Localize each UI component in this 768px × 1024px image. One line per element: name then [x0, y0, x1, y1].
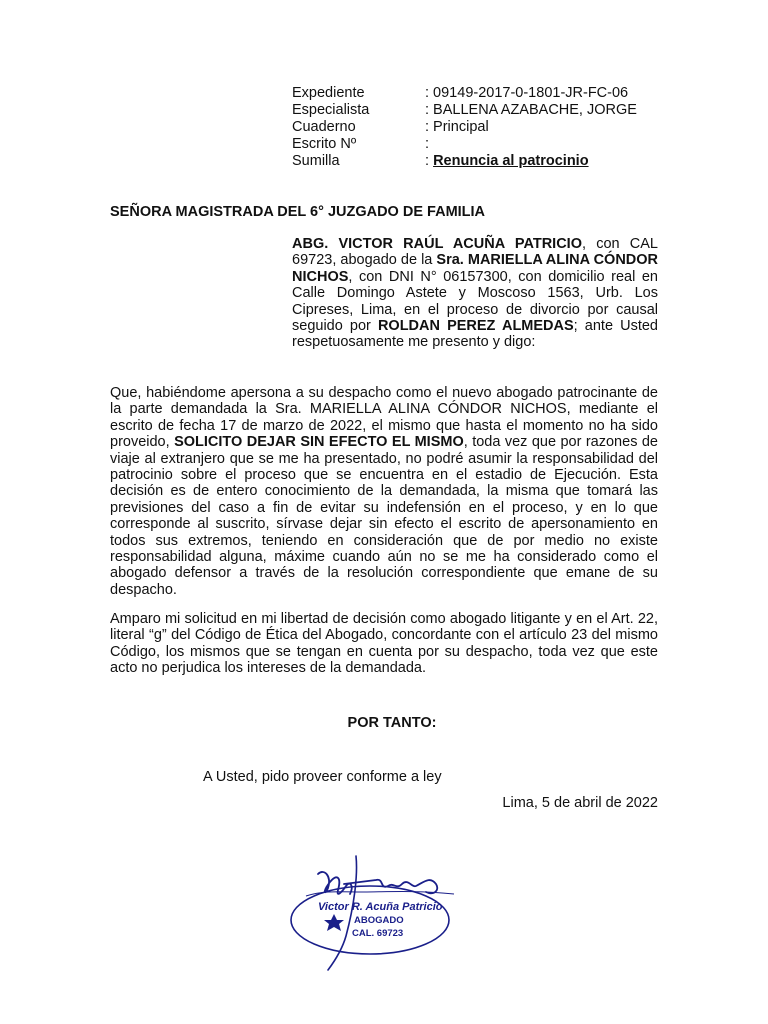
stamp-title: ABOGADO	[354, 915, 404, 926]
signature-scribble	[318, 872, 437, 894]
header-row-escrito	[292, 136, 672, 153]
client-name: Sra. MARIELLA ALINA CÓNDOR NICHOS	[292, 252, 659, 285]
signature-stamp	[284, 846, 474, 976]
star-icon	[324, 914, 344, 931]
header-row-expediente	[292, 85, 672, 102]
header-row-sumilla	[292, 153, 672, 170]
body-paragraph-1	[110, 385, 658, 598]
escrito-label: Escrito Nº	[292, 136, 357, 152]
p1-text-2: , toda vez que por razones de viaje al extranjero que se me ha presentado, no podré asumir la responsabilidad del patrocinio sobre el proceso que se encuentra en el estadio de Ejecución. Esta decisión es de entero conocimiento de la demandada, la misma que tomará las previsiones del caso a fin de evitar su indefensión en el proceso, y en lo que corresponde al suscrito, sírvase dejar sin efecto el escrito de apersonamiento en todos sus extremos, teniendo en consideración que de por medio no existe responsabilidad alguna, máxime cuando aún no se me ha considerado como el abogado defensor a través de la resolución correspondiente que emane de su despacho.	[110, 434, 658, 598]
header-row-cuaderno	[292, 119, 672, 136]
p1-request: SOLICITO DEJAR SIN EFECTO EL MISMO	[174, 434, 464, 451]
p1-text-1: Que, habiéndome apersona a su despacho como el nuevo abogado patrocinante de la parte demandada la Sra. MARIELLA ALINA CÓNDOR NICHOS, mediante el escrito de fecha 17 de marzo de 2022, el mismo que hasta el momento no ha sido proveido,	[110, 385, 658, 451]
addressee-heading: SEÑORA MAGISTRADA DEL 6° JUZGADO DE FAMILIA	[110, 204, 486, 220]
header-row-especialista	[292, 102, 672, 119]
case-header	[292, 85, 672, 170]
expediente-label: Expediente	[292, 85, 365, 101]
intro-text-3: ; ante Usted respetuosamente me presento y digo:	[292, 318, 658, 351]
stamp-name: Victor R. Acuña Patricio	[318, 901, 443, 913]
lawyer-name: ABG. VICTOR RAÚL ACUÑA PATRICIO	[292, 236, 582, 252]
date-line: Lima, 5 de abril de 2022	[502, 795, 658, 811]
closing-line: A Usted, pido proveer conforme a ley	[203, 769, 442, 785]
intro-paragraph	[292, 236, 658, 351]
signature-stamp-graphic	[284, 846, 474, 976]
sumilla-value: Renuncia al patrocinio	[433, 153, 589, 169]
stamp-cal: CAL. 69723	[352, 928, 404, 939]
expediente-value: : 09149-2017-0-1801-JR-FC-06	[425, 85, 629, 101]
especialista-label: Especialista	[292, 102, 370, 118]
especialista-value: : BALLENA AZABACHE, JORGE	[425, 102, 637, 118]
intro-text-2: , con DNI N° 06157300, con domicilio real en Calle Domingo Astete y Moscoso 1563, Urb. Los Cipreses, Lima, en el proceso de divorcio por causal seguido por	[292, 268, 658, 335]
sumilla-value-wrap	[425, 153, 589, 170]
intro-text-1: , con CAL 69723, abogado de la	[292, 236, 658, 269]
sumilla-colon: :	[425, 153, 434, 169]
sumilla-label: Sumilla	[292, 153, 340, 169]
por-tanto-heading: POR TANTO:	[347, 715, 437, 731]
plaintiff-name: ROLDAN PEREZ ALMEDAS	[377, 318, 574, 335]
body-paragraph-2: Amparo mi solicitud en mi libertad de decisión como abogado litigante y en el Art. 22, literal “g” del Código de Ética del Abogado, concordante con el artículo 23 del mismo Código, los mismos que se tengan en cuenta por su despacho, toda vez que este acto no perjudica los intereses de la demandada.	[110, 611, 658, 677]
escrito-value: :	[425, 136, 430, 152]
cuaderno-label: Cuaderno	[292, 119, 356, 135]
cuaderno-value: : Principal	[425, 119, 489, 135]
